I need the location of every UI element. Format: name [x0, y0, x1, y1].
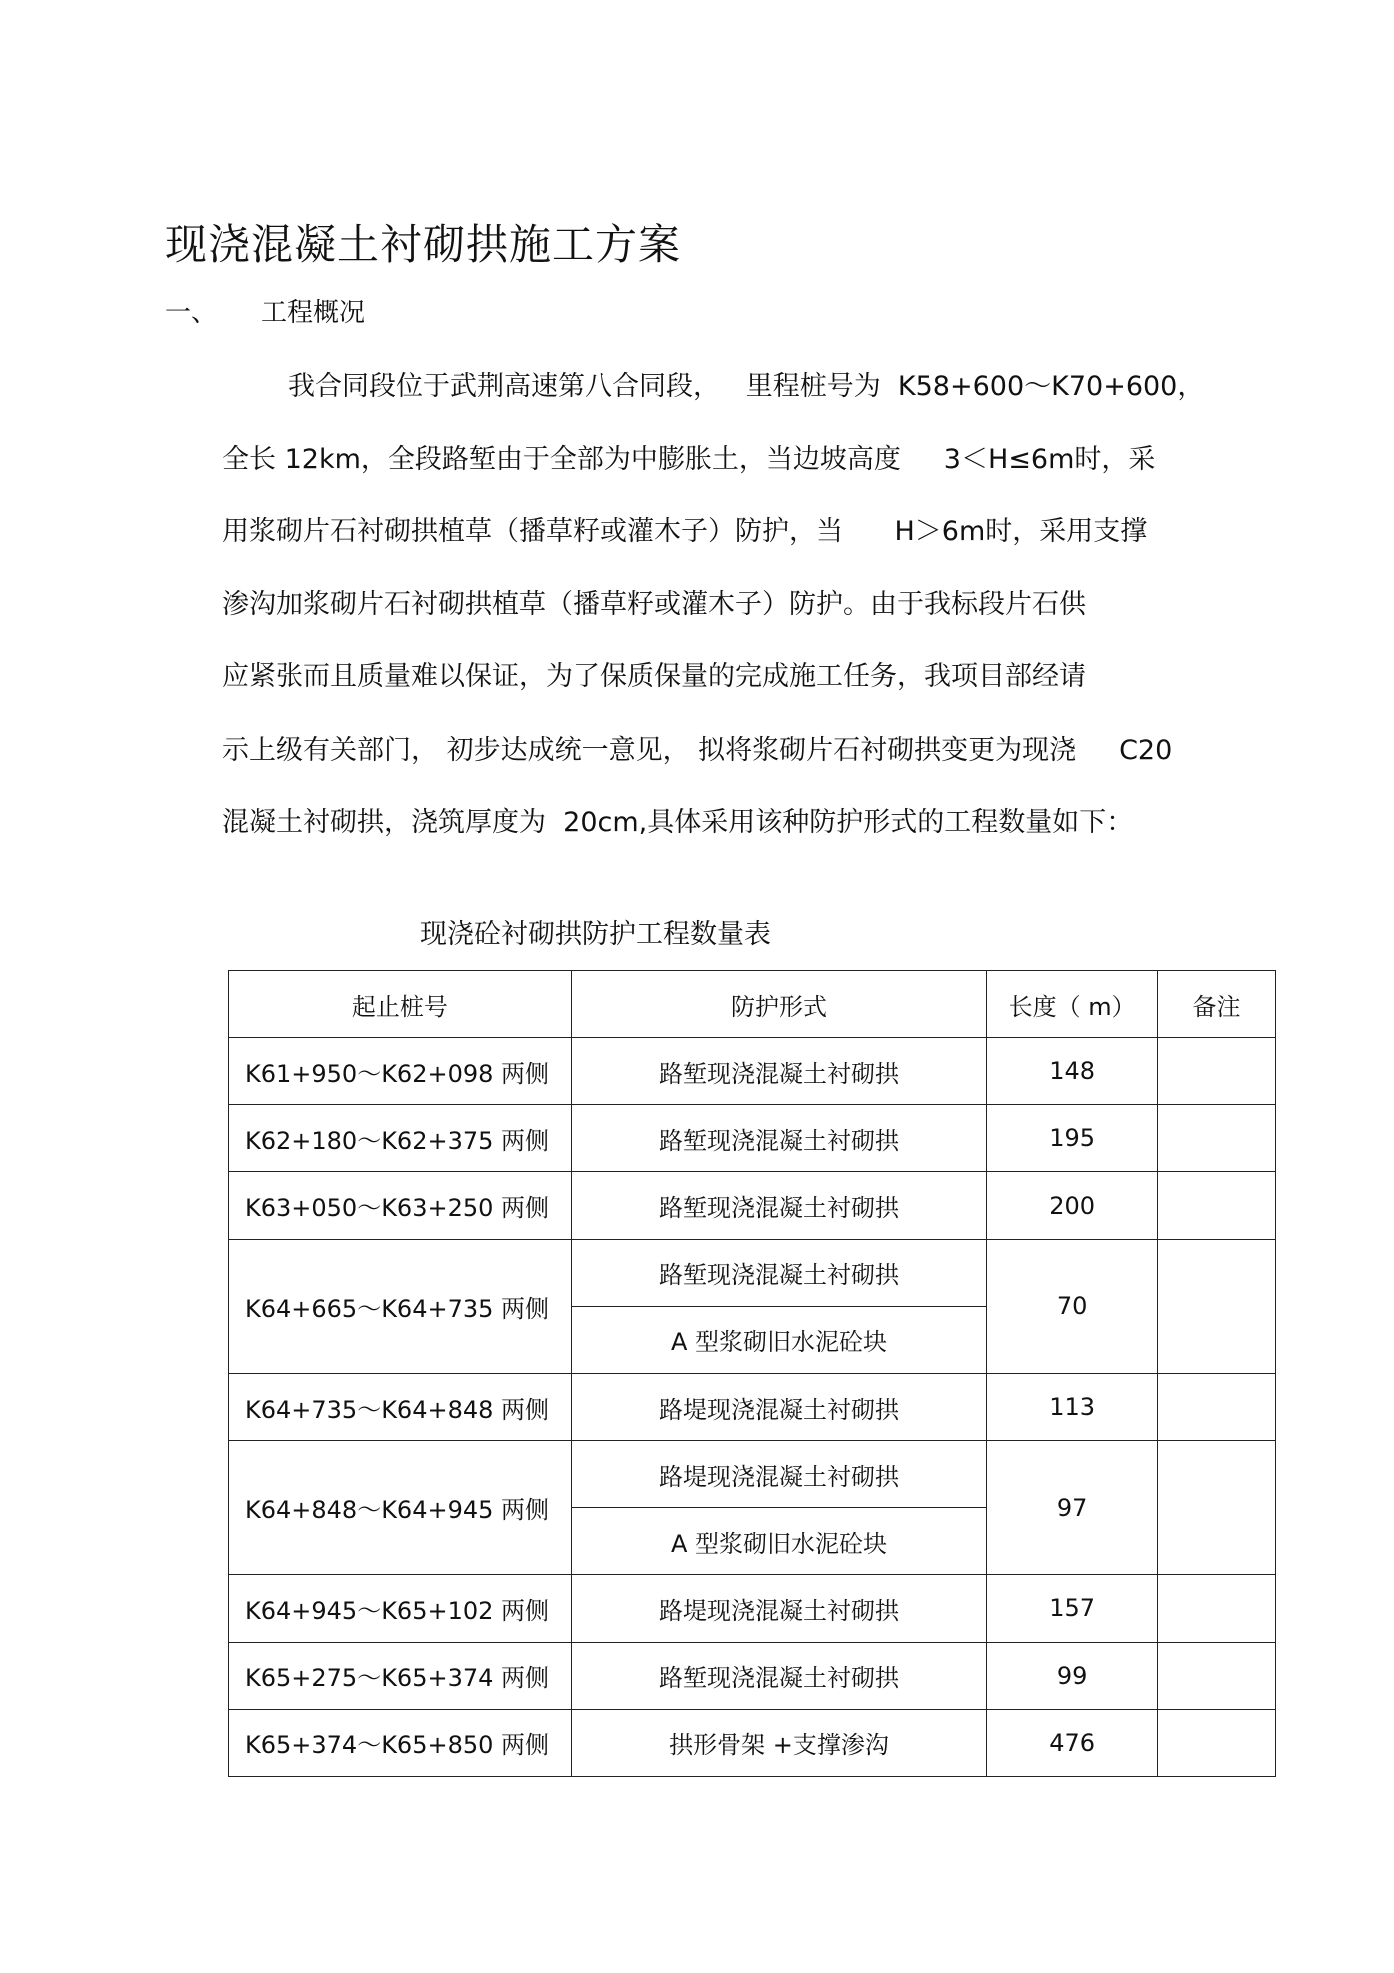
- header-length: 长度（ m）: [987, 971, 1158, 1038]
- table-row: [229, 1239, 1276, 1306]
- paragraph-line: 全长 12km，全段路堑由于全部为中膨胀土，当边坡高度 3＜H≤6m时，采: [222, 444, 1156, 475]
- table-row: [229, 1038, 1276, 1105]
- note-cell: [1158, 1105, 1276, 1172]
- table-row: [229, 1575, 1276, 1642]
- note-cell: [1158, 1575, 1276, 1642]
- length-cell: 195: [987, 1105, 1158, 1172]
- note-cell: [1158, 1239, 1276, 1373]
- form-cell: 路堤现浇混凝土衬砌拱: [571, 1373, 987, 1440]
- form-cell: 路堤现浇混凝土衬砌拱: [571, 1575, 987, 1642]
- note-cell: [1158, 1709, 1276, 1776]
- length-cell: 99: [987, 1642, 1158, 1709]
- form-cell: 路堑现浇混凝土衬砌拱: [571, 1105, 987, 1172]
- table-row: [229, 1642, 1276, 1709]
- header-form: 防护形式: [571, 971, 987, 1038]
- quantity-table: [228, 970, 1276, 1777]
- stake-cell: K64+848～K64+945 两侧: [229, 1441, 572, 1575]
- length-cell: 157: [987, 1575, 1158, 1642]
- paragraph-line: 我合同段位于武荆高速第八合同段， 里程桩号为 K58+600～K70+600，: [288, 371, 1205, 402]
- note-cell: [1158, 1642, 1276, 1709]
- length-cell: 97: [987, 1441, 1158, 1575]
- stake-cell: K64+735～K64+848 两侧: [229, 1373, 572, 1440]
- table-row: [229, 1172, 1276, 1239]
- table-header-row: [229, 971, 1276, 1038]
- stake-cell: K64+665～K64+735 两侧: [229, 1239, 572, 1373]
- paragraph-line: 渗沟加浆砌片石衬砌拱植草（播草籽或灌木子）防护。由于我标段片石供: [222, 589, 1086, 620]
- form-cell: 路堤现浇混凝土衬砌拱: [571, 1441, 987, 1508]
- form-cell: 路堑现浇混凝土衬砌拱: [571, 1038, 987, 1105]
- stake-cell: K64+945～K65+102 两侧: [229, 1575, 572, 1642]
- section-number: 一、: [165, 298, 218, 328]
- stake-cell: K63+050～K63+250 两侧: [229, 1172, 572, 1239]
- note-cell: [1158, 1441, 1276, 1575]
- length-cell: 200: [987, 1172, 1158, 1239]
- form-cell: A 型浆砌旧水泥砼块: [571, 1508, 987, 1575]
- paragraph-line: 混凝土衬砌拱，浇筑厚度为 20cm,具体采用该种防护形式的工程数量如下：: [222, 807, 1134, 838]
- form-cell: A 型浆砌旧水泥砼块: [571, 1306, 987, 1373]
- length-cell: 476: [987, 1709, 1158, 1776]
- table-row: [229, 1441, 1276, 1508]
- paragraph-line: 示上级有关部门， 初步达成统一意见， 拟将浆砌片石衬砌拱变更为现浇 C20: [222, 735, 1173, 766]
- form-cell: 路堑现浇混凝土衬砌拱: [571, 1172, 987, 1239]
- table-row: [229, 1105, 1276, 1172]
- note-cell: [1158, 1172, 1276, 1239]
- stake-cell: K61+950～K62+098 两侧: [229, 1038, 572, 1105]
- form-cell: 拱形骨架 +支撑渗沟: [571, 1709, 987, 1776]
- note-cell: [1158, 1373, 1276, 1440]
- table-row: [229, 1709, 1276, 1776]
- table-row: [229, 1373, 1276, 1440]
- section-title: 工程概况: [261, 298, 366, 328]
- table-caption: 现浇砼衬砌拱防护工程数量表: [420, 919, 771, 950]
- length-cell: 113: [987, 1373, 1158, 1440]
- length-cell: 148: [987, 1038, 1158, 1105]
- document-title: 现浇混凝土衬砌拱施工方案: [165, 220, 682, 269]
- note-cell: [1158, 1038, 1276, 1105]
- length-cell: 70: [987, 1239, 1158, 1373]
- stake-cell: K65+374～K65+850 两侧: [229, 1709, 572, 1776]
- paragraph-line: 用浆砌片石衬砌拱植草（播草籽或灌木子）防护，当 H＞6m时，采用支撑: [222, 516, 1148, 547]
- form-cell: 路堑现浇混凝土衬砌拱: [571, 1239, 987, 1306]
- stake-cell: K62+180～K62+375 两侧: [229, 1105, 572, 1172]
- stake-cell: K65+275～K65+374 两侧: [229, 1642, 572, 1709]
- form-cell: 路堑现浇混凝土衬砌拱: [571, 1642, 987, 1709]
- section-heading: [165, 292, 365, 329]
- header-stake: 起止桩号: [229, 971, 572, 1038]
- header-note: 备注: [1158, 971, 1276, 1038]
- paragraph-line: 应紧张而且质量难以保证，为了保质保量的完成施工任务，我项目部经请: [222, 661, 1086, 692]
